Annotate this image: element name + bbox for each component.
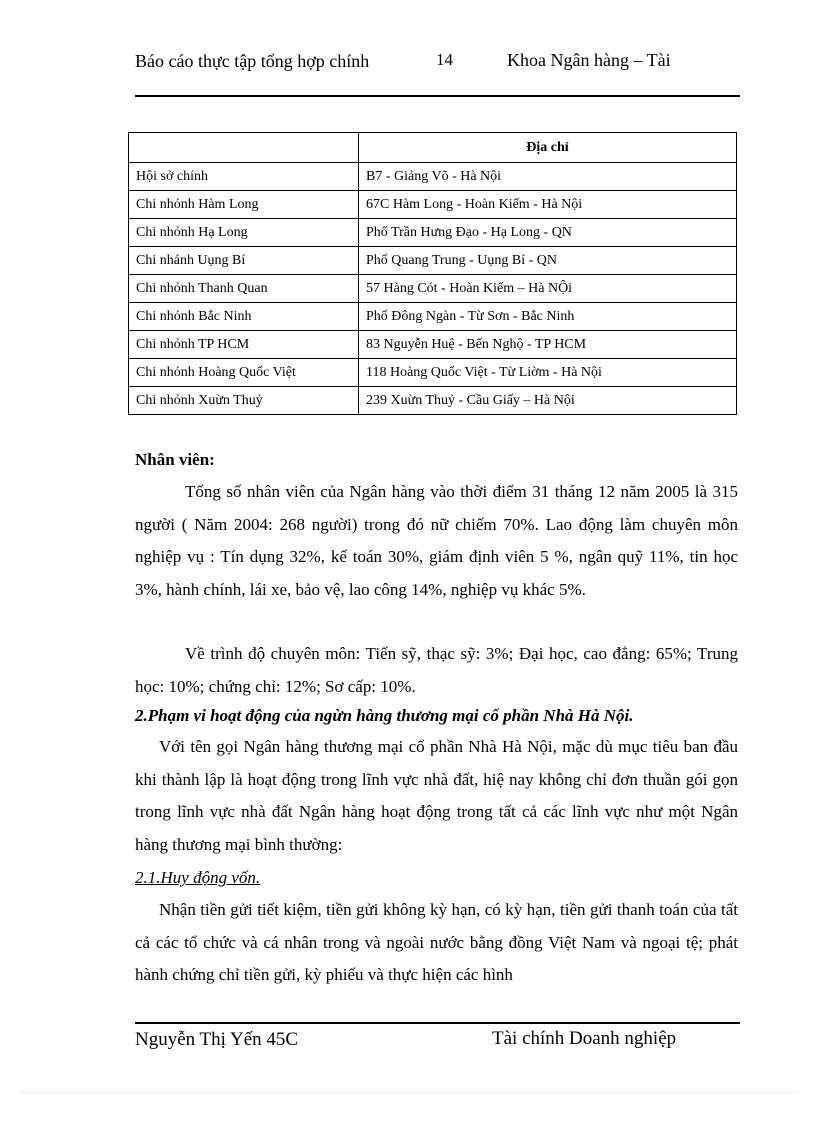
branch-address: 83 Nguyễn Huệ - Bến Nghộ - TP HCM (359, 331, 737, 359)
branch-address: B7 - Giảng Võ - Hà Nội (359, 163, 737, 191)
branch-address: 239 Xuừn Thuỷ - Cầu Giấy – Hà Nội (359, 387, 737, 415)
table-row (129, 247, 737, 275)
table-header-address: Địa chỉ (359, 133, 737, 163)
staff-paragraph: Tổng số nhân viên của Ngân hàng vào thời điểm 31 tháng 12 năm 2005 là 315 người ( Năm 2004: 268 người) trong đó nữ chiếm 70%. Lao động làm chuyên môn nghiệp vụ : Tín dụng 32%, kế toán 30%, giám định viên 5 %, ngân quỹ 11%, tin học 3%, hành chính, lái xe, bảo vệ, lao công 14%, nghiệp vụ khác 5%. (135, 482, 738, 599)
branch-address: Phố Trần Hưng Đạo - Hạ Long - QN (359, 219, 737, 247)
branch-name: Chi nhỏnh Thanh Quan (129, 275, 359, 303)
header-divider (135, 95, 740, 97)
branch-address-table (128, 132, 737, 415)
table-row (129, 359, 737, 387)
branch-name: Chi nhỏnh TP HCM (129, 331, 359, 359)
qualification-paragraph: Về trình độ chuyên môn: Tiến sỹ, thạc sỹ: 3%; Đại học, cao đẳng: 65%; Trung học: 10%; chứng chỉ: 12%; Sơ cấp: 10%. (135, 644, 738, 696)
page-bottom-border (20, 1092, 796, 1093)
branch-name: Hội sở chính (129, 163, 359, 191)
section-paragraph: Với tên gọi Ngân hàng thương mại cổ phần Nhà Hà Nội, mặc dù mục tiêu ban đầu khi thành lập là hoạt động trong lĩnh vực nhà đất, hiệ nay không chỉ đơn thuần gói gọn trong lĩnh vực nhà đất Ngân hàng hoạt động trong tất cả các lĩnh vực như một Ngân hàng thương mại bình thường: (135, 737, 738, 854)
branch-address: 57 Hàng Cót - Hoàn Kiếm – Hà NỘi (359, 275, 737, 303)
table-header-row (129, 133, 737, 163)
branch-address: Phố Đông Ngàn - Từ Sơn - Bắc Ninh (359, 303, 737, 331)
branch-name: Chi nhỏnh Bắc Ninh (129, 303, 359, 331)
footer-department: Tài chính Doanh nghiệp (492, 1028, 677, 1049)
section-title: 2.Phạm vi hoạt động của ngừn hàng thương mại cổ phần Nhà Hà Nội. (135, 706, 634, 725)
header-report-title: Báo cáo thực tập tổng hợp chính (135, 51, 370, 71)
subsection-paragraph: Nhận tiền gửi tiết kiệm, tiền gửi không kỳ hạn, có kỳ hạn, tiền gửi thanh toán của tất cả các tổ chức và cá nhân trong và ngoài nước bằng đồng Việt Nam và ngoại tệ; phát hành chứng chỉ tiền gửi, kỳ phiếu và thực hiện các hình (135, 900, 738, 984)
branch-name: Chi nhỏnh Hoàng Quốc Việt (129, 359, 359, 387)
header-faculty: Khoa Ngân hàng – Tài (507, 50, 671, 70)
staff-heading: Nhân viên: (135, 450, 215, 469)
table-row (129, 303, 737, 331)
table-header-name (129, 133, 359, 163)
table-row (129, 387, 737, 415)
table-row (129, 275, 737, 303)
subsection-title: 2.1.Huy động vốn. (135, 868, 261, 887)
page-number: 14 (436, 50, 453, 69)
footer-author: Nguyễn Thị Yến 45C (135, 1029, 299, 1050)
footer-divider (135, 1022, 740, 1024)
table-row (129, 191, 737, 219)
branch-name: Chi nhỏnh Hạ Long (129, 219, 359, 247)
table-row (129, 163, 737, 191)
branch-name: Chi nhánh Uụng Bí (129, 247, 359, 275)
table-row (129, 331, 737, 359)
branch-name: Chi nhỏnh Xuừn Thuỷ (129, 387, 359, 415)
branch-address: Phố Quang Trung - Uụng Bí - QN (359, 247, 737, 275)
branch-address: 118 Hoàng Quốc Việt - Từ Liờm - Hà Nội (359, 359, 737, 387)
branch-name: Chi nhỏnh Hàm Long (129, 191, 359, 219)
table-row (129, 219, 737, 247)
branch-address: 67C Hàm Long - Hoàn Kiếm - Hà Nội (359, 191, 737, 219)
